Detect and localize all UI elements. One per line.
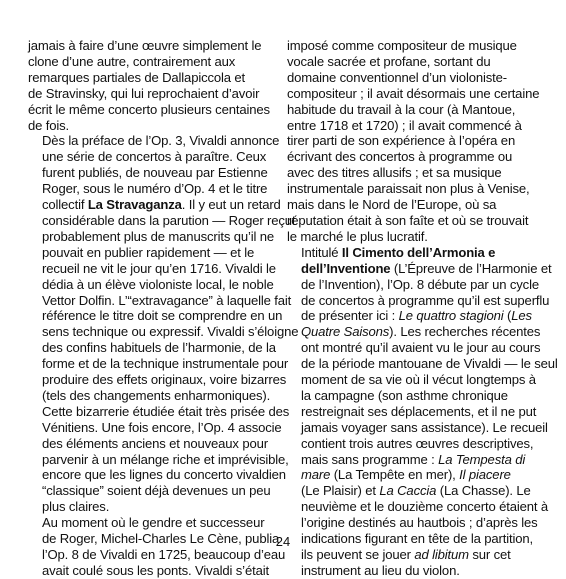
text-line xyxy=(28,228,275,245)
work-title-tempesta-cont: mare xyxy=(301,467,331,483)
text-run: tirer parti de son expérience à l’opéra en xyxy=(287,133,516,149)
text-line xyxy=(28,54,272,70)
text-run: probablement plus de manuscrits qu’il ne xyxy=(42,228,275,244)
text-line xyxy=(28,356,289,372)
text-line xyxy=(287,70,531,86)
text-line xyxy=(287,372,536,388)
text-line xyxy=(28,419,282,436)
text-line xyxy=(287,276,539,293)
text-line xyxy=(28,388,272,404)
work-title-quatre-saisons: Les xyxy=(511,308,532,324)
text-line xyxy=(287,118,531,134)
text-run: avec des titres allusifs ; et sa musique xyxy=(287,165,502,181)
work-title-tempesta: La Tempesta di xyxy=(438,451,526,467)
text-line xyxy=(287,515,538,531)
text-line xyxy=(287,403,537,420)
work-title-la-stravaganza: La Stravaganza xyxy=(87,197,182,213)
text-run: de concertos à programme qu’il est superflu xyxy=(301,292,550,308)
text-run: Intitulé xyxy=(301,244,342,260)
text-line xyxy=(28,403,290,420)
work-title-piacere: Il piacere xyxy=(459,467,511,483)
text-run: contient trois autres œuvres descriptives, xyxy=(301,435,534,451)
text-line xyxy=(287,229,531,245)
text-run: jamais voyager sans assistance). Le recueil xyxy=(301,419,548,435)
text-line xyxy=(28,499,272,515)
text-line xyxy=(287,85,540,102)
text-line xyxy=(287,452,531,468)
work-title-il-cimento: Il Cimento dell’Armonia e xyxy=(341,244,496,260)
text-run: l’origine destinés au hautbois ; d’après les xyxy=(301,515,538,531)
text-line xyxy=(287,563,531,579)
text-line xyxy=(28,451,289,468)
text-run: restreignait ses déplacements, et il ne put xyxy=(301,403,537,419)
paragraph xyxy=(287,38,540,245)
text-line xyxy=(287,292,550,309)
text-run: ont montré qu’il avaient vu le jour au cours xyxy=(301,340,541,356)
text-run: mais sans programme : xyxy=(301,451,439,467)
text-line xyxy=(28,86,272,102)
text-line xyxy=(28,149,272,165)
text-line xyxy=(28,38,272,54)
text-run: sur cet xyxy=(468,547,511,562)
text-line xyxy=(28,181,272,197)
text-line xyxy=(28,277,272,293)
text-line xyxy=(28,372,287,388)
text-run: de présenter ici : xyxy=(301,308,399,324)
text-run: instrument au lieu du violon. xyxy=(301,562,460,578)
text-run: de Roger, Michel-Charles Le Cène, publia xyxy=(42,531,280,547)
page-number: 24 xyxy=(275,534,291,549)
text-line xyxy=(287,356,558,372)
text-line xyxy=(28,324,299,340)
text-line xyxy=(287,102,531,118)
text-run: avait coulé sous les ponts. Vivaldi s’était xyxy=(42,562,269,578)
text-line xyxy=(287,260,552,277)
text-line xyxy=(287,245,531,261)
text-run: encore que les lignes du concerto vivaldien xyxy=(42,467,286,483)
text-line xyxy=(28,118,272,134)
text-run: collectif xyxy=(42,197,88,213)
text-run: de la période mantouane de Vivaldi — le seul xyxy=(301,356,558,372)
text-run: “classique” soient déjà devenues un peu xyxy=(42,483,271,499)
text-run: considérable dans la parution — Roger reçut xyxy=(42,212,296,228)
paragraph xyxy=(28,38,272,133)
text-run: neuvième et le douzième concerto étaient à xyxy=(301,499,549,515)
text-run: vocale sacrée et profane, sortant du xyxy=(287,53,491,69)
text-run: instrumentale paraissait non plus à Venise, xyxy=(287,181,530,197)
text-run: des éléments anciens et nouveaux pour xyxy=(42,435,268,451)
text-line xyxy=(28,308,283,324)
text-run: de l’Invention), l’Op. 8 débute par un cycle xyxy=(301,276,539,292)
text-line xyxy=(287,54,531,70)
text-line xyxy=(28,133,280,149)
text-line xyxy=(287,483,531,499)
text-line xyxy=(287,181,531,197)
text-run: référence le titre doit se comprendre en un xyxy=(42,308,283,324)
text-run: (La Chasse). Le xyxy=(436,483,531,499)
text-run: pouvait en publier rapidement — et le xyxy=(42,244,255,260)
text-run: plus claires. xyxy=(42,499,110,515)
text-run: réputation était à son faîte et où se trouvait xyxy=(287,212,529,228)
text-run: une série de concertos à paraître. Ceux xyxy=(42,149,267,165)
right-text-column xyxy=(287,38,558,579)
text-line xyxy=(28,70,272,86)
text-run: habitude du travail à la cour (à Mantoue, xyxy=(287,101,516,117)
text-run: (La Tempête en mer), xyxy=(330,467,460,483)
text-line xyxy=(287,499,549,515)
text-run: de Stravinsky, qui lui reprochaient d’avoir xyxy=(28,85,260,101)
text-line xyxy=(287,149,531,165)
text-line xyxy=(28,547,286,563)
text-line xyxy=(287,340,541,356)
work-title-il-cimento-cont: dell’Inventione xyxy=(301,260,391,276)
text-line xyxy=(287,435,534,452)
text-run: furent publiés, de nouveau par Estienne xyxy=(42,165,268,181)
text-run: dédia à un élève violoniste local, le noble xyxy=(42,276,274,292)
text-run: moment de sa vie où il vécut longtemps à xyxy=(301,372,536,388)
text-run: de fois. xyxy=(28,117,70,133)
text-run: . Il y eut un retard xyxy=(181,197,281,213)
text-line xyxy=(287,547,531,563)
text-run: écrivant des concertos à programme ou xyxy=(287,149,513,165)
text-run: sens technique ou expressif. Vivaldi s’éloigne xyxy=(42,324,299,340)
text-run: remarques partiales de Dallapiccola et xyxy=(28,69,246,85)
text-run: la campagne (son asthme chronique xyxy=(301,387,508,403)
text-run: (L’Épreuve de l’Harmonie et xyxy=(390,260,552,276)
text-run: Vettor Dolfin. L’“extravagance” à laquelle fait xyxy=(42,292,292,308)
text-line xyxy=(287,388,531,404)
text-run: forme et de la technique instrumentale pour xyxy=(42,356,289,372)
text-line xyxy=(287,197,531,213)
text-line xyxy=(28,102,272,118)
text-run: le marché le plus lucratif. xyxy=(287,228,428,244)
text-run: Dès la préface de l’Op. 3, Vivaldi annonce xyxy=(42,133,280,149)
term-ad-libitum: ad libitum xyxy=(414,547,469,562)
text-line xyxy=(28,340,276,356)
text-run: compositeur ; il avait désormais une certaine xyxy=(287,85,540,101)
text-line xyxy=(28,483,272,499)
text-line xyxy=(28,467,286,483)
text-run: produire des effets originaux, voire bizarres xyxy=(42,372,287,388)
text-run: parvenir à un mélange riche et imprévisible, xyxy=(42,451,289,467)
paragraph xyxy=(287,244,558,579)
text-line xyxy=(28,563,272,579)
text-run: Vénitiens. Une fois encore, l’Op. 4 associe xyxy=(42,419,282,435)
work-title-quatre-saisons-cont: Quatre Saisons xyxy=(301,324,390,340)
text-run: des confins habituels de l’harmonie, de la xyxy=(42,340,276,356)
text-run: recueil ne vit le jour qu’en 1716. Vivaldi le xyxy=(42,260,276,276)
text-run: ils peuvent se jouer xyxy=(301,547,415,562)
text-run: (Le Plaisir) et xyxy=(301,483,380,499)
text-line xyxy=(28,260,276,277)
text-run: imposé comme compositeur de musique xyxy=(287,38,517,53)
text-line xyxy=(28,165,272,181)
text-line xyxy=(28,245,272,261)
text-line xyxy=(28,436,272,452)
text-line xyxy=(287,38,531,54)
text-run: écrit le même concerto plusieurs centaines xyxy=(28,101,270,117)
text-line xyxy=(287,324,541,340)
text-run: clone d’une autre, contrairement aux xyxy=(28,53,236,69)
text-run: ). Les recherches récentes xyxy=(389,324,541,340)
text-line xyxy=(28,212,296,229)
text-line xyxy=(287,133,531,149)
text-line xyxy=(28,197,281,213)
text-run: (tels des changements enharmoniques). xyxy=(42,387,271,403)
text-run: ( xyxy=(503,308,512,324)
text-line xyxy=(287,165,531,181)
text-line xyxy=(287,419,548,436)
text-run: entre 1718 et 1720) ; il avait commencé à xyxy=(287,117,522,133)
text-line xyxy=(287,467,531,483)
text-run: Roger, sous le numéro d’Op. 4 et le titre xyxy=(42,181,268,197)
paragraph xyxy=(28,133,299,515)
work-title-caccia: La Caccia xyxy=(379,483,437,499)
text-run: domaine conventionnel d’un violoniste- xyxy=(287,69,507,85)
text-run: mais dans le Nord de l’Europe, où sa xyxy=(287,197,497,213)
text-line xyxy=(28,292,292,309)
text-run: l’Op. 8 de Vivaldi en 1725, beaucoup d’eau xyxy=(42,547,286,562)
text-run: jamais à faire d’une œuvre simplement le xyxy=(28,38,262,53)
work-title-quattro-stagioni: Le quattro stagioni xyxy=(398,308,504,324)
text-line xyxy=(287,213,531,229)
text-line xyxy=(287,308,531,324)
text-run: indications figurant en tête de la partition, xyxy=(301,531,534,547)
text-run: Au moment où le gendre et successeur xyxy=(42,515,265,531)
text-run: Cette bizarrerie étudiée était très prisée des xyxy=(42,403,290,419)
text-line xyxy=(28,515,272,531)
